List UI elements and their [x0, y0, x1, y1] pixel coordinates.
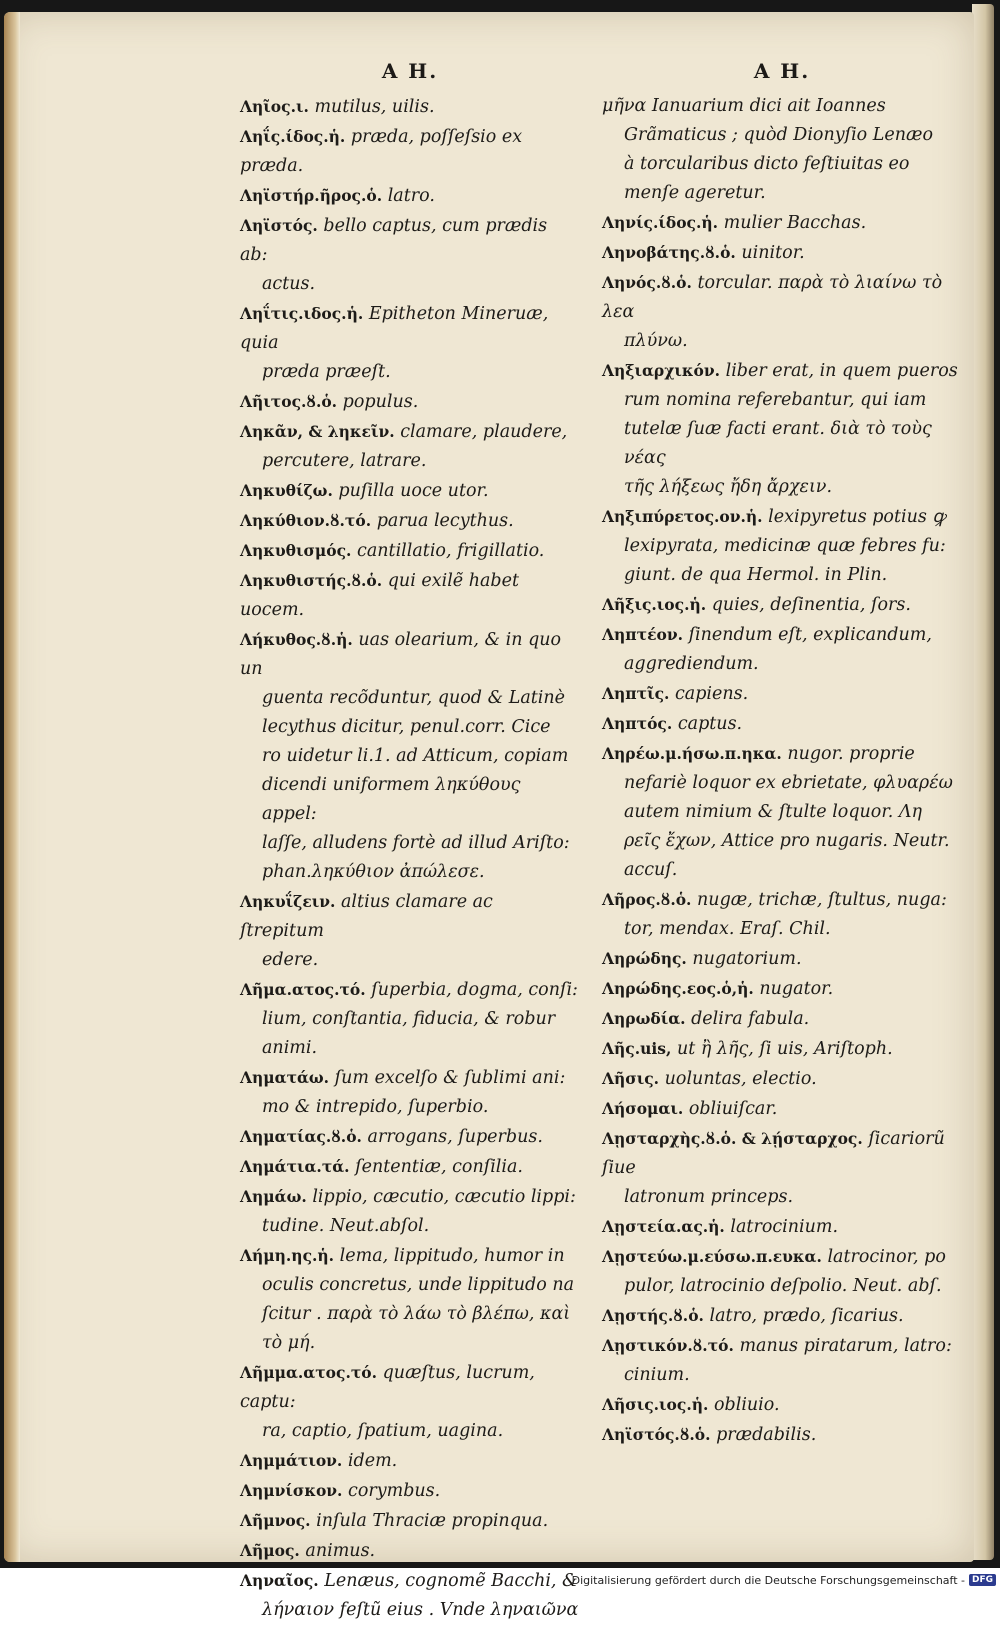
entry-headword: Λῆσις.ιος.ἡ. — [602, 1395, 709, 1414]
entry-definition: mulier Bacchas. — [723, 213, 867, 233]
entry-definition: captus. — [677, 714, 743, 734]
dictionary-entry-line — [240, 1476, 580, 1506]
dictionary-entry-line — [240, 211, 580, 270]
entry-definition: quæſtus, lucrum, captu: — [240, 1363, 535, 1412]
dictionary-entry-line — [240, 1596, 580, 1625]
entry-definition: ra, captio, ſpatium, uagina. — [262, 1421, 504, 1441]
entry-definition: Grãmaticus ; quòd Dionyſio Lenæo — [624, 125, 934, 145]
entry-definition: animi. — [262, 1038, 318, 1058]
entry-definition: tudine. Neut.abſol. — [262, 1216, 430, 1236]
entry-definition: menſe ageretur. — [624, 183, 766, 203]
dictionary-entry-line — [602, 1034, 962, 1064]
dictionary-entry-line — [602, 1183, 962, 1212]
entry-headword: Λῃστεία.ας.ἡ. — [602, 1217, 725, 1236]
dictionary-entry-line — [602, 1094, 962, 1124]
dictionary-entry-line — [602, 1361, 962, 1390]
entry-definition: latro, prædo, ſicarius. — [709, 1306, 904, 1326]
right-entries — [602, 92, 962, 1450]
dictionary-entry-line — [240, 975, 580, 1005]
dictionary-entry-line — [602, 327, 962, 356]
entry-definition: πλύνω. — [624, 331, 688, 351]
dictionary-entry-line — [602, 679, 962, 709]
left-column — [240, 56, 580, 1625]
entry-definition: giunt. de qua Hermol. in Plin. — [624, 565, 888, 585]
entry-headword: Ληπτός. — [602, 714, 673, 733]
entry-definition: actus. — [262, 274, 316, 294]
entry-headword: Ληρώδης.εος.ὁ,ἡ. — [602, 979, 754, 998]
dictionary-entry-line — [240, 1063, 580, 1093]
entry-headword: Ληματίας.ȣ.ὁ. — [240, 1127, 362, 1146]
entry-definition: ρεῖς ἔχων, Attice pro nugaris. Neutr. — [624, 831, 950, 851]
entry-definition: ſinendum eſt, explicandum, — [688, 625, 932, 645]
entry-headword: Λῆμος. — [240, 1541, 300, 1560]
dictionary-entry-line — [240, 358, 580, 387]
dictionary-entry-line — [240, 1122, 580, 1152]
entry-definition: lexipyrata, medicinæ quæ febres fu: — [624, 536, 946, 556]
dictionary-entry-line — [240, 1417, 580, 1446]
dictionary-entry-line — [602, 739, 962, 769]
entry-headword: Λῃστής.ȣ.ὁ. — [602, 1306, 704, 1325]
dictionary-entry-line — [602, 1420, 962, 1450]
entry-definition: nugator. — [759, 979, 834, 999]
entry-headword: Ληξιαρχικόν. — [602, 361, 721, 380]
dictionary-entry-line — [602, 1390, 962, 1420]
dictionary-entry-line — [602, 1331, 962, 1361]
dictionary-entry-line — [602, 650, 962, 679]
dictionary-entry-line — [240, 887, 580, 946]
dictionary-entry-line — [240, 1212, 580, 1241]
entry-definition: aggrediendum. — [624, 654, 759, 674]
entry-definition: ut ἢ λῆς, ſi uis, Ariſtoph. — [677, 1039, 893, 1059]
dictionary-entry-line — [602, 561, 962, 590]
entry-headword: Λῆς.uis, — [602, 1039, 672, 1058]
dictionary-entry-line — [602, 386, 962, 415]
dictionary-entry-line — [602, 1242, 962, 1272]
entry-definition: uas olearium, & in quo un — [240, 630, 562, 679]
entry-headword: Ληκύθιον.ȣ.τό. — [240, 511, 372, 530]
dictionary-entry-line — [602, 1212, 962, 1242]
entry-definition: autem nimium & ſtulte loquor. Λη — [624, 802, 923, 822]
dfg-logo: DFG — [969, 1574, 996, 1586]
entry-definition: populus. — [342, 392, 419, 412]
dictionary-entry-line — [602, 856, 962, 885]
entry-definition: manus piratarum, latro: — [739, 1336, 952, 1356]
entry-headword: Ληναῖος. — [240, 1571, 319, 1590]
dictionary-entry-line — [240, 858, 580, 887]
entry-headword: Λῃσταρχὴς.ȣ.ὁ. & λῄσταρχος. — [602, 1129, 863, 1148]
entry-definition: pulor, latrocinio deſpolio. Neut. abſ. — [624, 1276, 942, 1296]
dictionary-entry-line — [602, 620, 962, 650]
entry-headword: Ληνός.ȣ.ὁ. — [602, 273, 692, 292]
entry-definition: latrocinium. — [730, 1217, 839, 1237]
dictionary-entry-line — [240, 1034, 580, 1063]
entry-definition: rum nomina referebantur, qui iam — [624, 390, 927, 410]
dictionary-entry-line — [240, 1005, 580, 1034]
dictionary-entry-line — [240, 946, 580, 975]
dictionary-entry-line — [602, 769, 962, 798]
dictionary-entry-line — [602, 356, 962, 386]
entry-headword: Λήσομαι. — [602, 1099, 684, 1118]
entry-definition: bello captus, cum prædis ab: — [240, 216, 548, 265]
entry-definition: ſcitur . παρὰ τὸ λάω τὸ βλέπω, καὶ τὸ μή. — [262, 1304, 571, 1353]
entry-definition: dicendi uniformem ληκύθους appel: — [262, 775, 521, 824]
entry-definition: τῆς λήξεως ἤδη ἄρχειν. — [624, 477, 833, 497]
dictionary-entry-line — [602, 1124, 962, 1183]
entry-headword: Ληρέω.μ.ήσω.π.ηκα. — [602, 744, 782, 763]
entry-definition: lium, conſtantia, fiducia, & robur — [262, 1009, 556, 1029]
entry-definition: Epitheton Mineruæ, quia — [240, 304, 549, 353]
entry-definition: torcular. παρὰ τὸ λιαίνω τὸ λεα — [602, 273, 943, 322]
entry-definition: nugatorium. — [692, 949, 802, 969]
entry-definition: latrocinor, po — [827, 1247, 946, 1267]
dictionary-entry-line — [240, 299, 580, 358]
entry-definition: tutelæ ſuæ facti erant. διὰ τὸ τοὺς νέας — [624, 419, 932, 468]
entry-definition: lema, lippitudo, humor in — [339, 1246, 565, 1266]
dictionary-entry-line — [240, 829, 580, 858]
entry-definition: prædabilis. — [716, 1425, 817, 1445]
entry-headword: Ληκυθιστής.ȣ.ὁ. — [240, 571, 383, 590]
entry-definition: λήναιον feſtũ eius . Vnde ληναιῶνα — [262, 1600, 579, 1620]
dictionary-entry-line — [240, 536, 580, 566]
entry-definition: ſuperbia, dogma, conſi: — [371, 980, 578, 1000]
entry-definition: uoluntas, electio. — [664, 1069, 817, 1089]
dictionary-entry-line — [240, 1300, 580, 1358]
dictionary-entry-line — [602, 121, 962, 150]
entry-headword: Ληκυθισμός. — [240, 541, 352, 560]
dictionary-entry-line — [240, 684, 580, 713]
entry-definition: lecythus dicitur, penul.corr. Cice — [262, 717, 551, 737]
dictionary-entry-line — [240, 625, 580, 684]
entry-definition: cantillatio, frigillatio. — [357, 541, 545, 561]
dictionary-entry-line — [602, 974, 962, 1004]
entry-headword: Ληπτῖς. — [602, 684, 670, 703]
dictionary-entry-line — [602, 944, 962, 974]
entry-headword: Ληῖος.ι. — [240, 97, 309, 116]
entry-headword: Λήκυθος.ȣ.ἡ. — [240, 630, 353, 649]
entry-headword: Ληξιπύρετος.ον.ἡ. — [602, 507, 763, 526]
entry-definition: mo & intrepido, ſuperbio. — [262, 1097, 489, 1117]
dictionary-entry-line — [240, 417, 580, 447]
entry-headword: Λημάω. — [240, 1187, 307, 1206]
left-entries — [240, 92, 580, 1625]
entry-definition: phan.ληκύθιον ἀπώλεσε. — [262, 862, 485, 882]
dictionary-entry-line — [602, 238, 962, 268]
entry-headword: Ληΐς.ίδος.ἡ. — [240, 127, 346, 146]
dictionary-entry-line — [240, 1358, 580, 1417]
entry-definition: tor, mendax. Eraſ. Chil. — [624, 919, 831, 939]
entry-headword: Ληϊστός. — [240, 216, 318, 235]
entry-definition: clamare, plaudere, — [400, 422, 568, 442]
footer-text: Digitalisierung gefördert durch die Deutsche Forschungsgemeinschaft - — [571, 1573, 965, 1587]
entry-definition: liber erat, in quem pueros — [725, 361, 958, 381]
dictionary-entry-line — [602, 268, 962, 327]
dictionary-entry-line — [602, 1064, 962, 1094]
dictionary-entry-line — [602, 92, 962, 121]
entry-headword: Λῆξις.ιος.ἡ. — [602, 595, 707, 614]
dictionary-entry-line — [602, 1004, 962, 1034]
entry-headword: Λῆιτος.ȣ.ὁ. — [240, 392, 338, 411]
dictionary-entry-line — [602, 532, 962, 561]
dictionary-entry-line — [240, 1536, 580, 1566]
dictionary-entry-line — [602, 915, 962, 944]
entry-definition: inſula Thraciæ propinqua. — [316, 1511, 549, 1531]
dictionary-entry-line — [240, 1182, 580, 1212]
entry-definition: ſententiæ, conſilia. — [355, 1157, 523, 1177]
entry-headword: Ληϊστός.ȣ.ὁ. — [602, 1425, 711, 1444]
dictionary-entry-line — [240, 1446, 580, 1476]
entry-definition: lexipyretus potius ꝙ — [768, 507, 946, 527]
dictionary-entry-line — [602, 502, 962, 532]
entry-definition: lippio, cæcutio, cæcutio lippi: — [312, 1187, 576, 1207]
entry-definition: laſſe, alludens fortè ad illud Ariſto: — [262, 833, 570, 853]
entry-definition: oculis concretus, unde lippitudo na — [262, 1275, 575, 1295]
entry-definition: à torcularibus dicto feſtiuitas eo — [624, 154, 910, 174]
dictionary-entry-line — [240, 476, 580, 506]
dictionary-entry-line — [602, 150, 962, 179]
dictionary-entry-line — [240, 387, 580, 417]
entry-definition: delira fabula. — [691, 1009, 810, 1029]
entry-headword: Ληρωδία. — [602, 1009, 686, 1028]
entry-headword: Λῃστεύω.μ.εύσω.π.ευκα. — [602, 1247, 822, 1266]
entry-headword: Λῆμμα.ατος.τό. — [240, 1363, 378, 1382]
dictionary-entry-line — [240, 713, 580, 742]
entry-headword: Λῃστικόν.ȣ.τό. — [602, 1336, 734, 1355]
dictionary-entry-line — [240, 1152, 580, 1182]
right-column — [602, 56, 962, 1450]
entry-headword: Ληματάω. — [240, 1068, 330, 1087]
dictionary-entry-line — [602, 415, 962, 473]
entry-headword: Ληνίς.ίδος.ἡ. — [602, 213, 719, 232]
entry-definition: mutilus, uilis. — [314, 97, 435, 117]
entry-definition: præda, poſſeſsio ex præda. — [240, 127, 523, 176]
entry-definition: cinium. — [624, 1365, 690, 1385]
entry-definition: obliuiſcar. — [688, 1099, 778, 1119]
entry-definition: ro uidetur li.1. ad Atticum, copiam — [262, 746, 569, 766]
entry-definition: animus. — [305, 1541, 376, 1561]
entry-definition: parua lecythus. — [376, 511, 514, 531]
dictionary-entry-line — [240, 1271, 580, 1300]
entry-definition: præda præeſt. — [262, 362, 391, 382]
entry-headword: Λήμη.ης.ἡ. — [240, 1246, 335, 1265]
entry-definition: nefariè loquor ex ebrietate, φλυαρέω — [624, 773, 953, 793]
entry-definition: arrogans, ſuperbus. — [367, 1127, 543, 1147]
dictionary-entry-line — [602, 208, 962, 238]
entry-definition: uinitor. — [741, 243, 805, 263]
dictionary-entry-line — [602, 590, 962, 620]
dictionary-entry-line — [602, 473, 962, 502]
dictionary-entry-line — [240, 447, 580, 476]
dictionary-entry-line — [602, 827, 962, 856]
dictionary-entry-line — [240, 1506, 580, 1536]
entry-definition: nugæ, trichæ, ſtultus, nuga: — [697, 890, 947, 910]
entry-definition: altius clamare ac ſtrepitum — [240, 892, 493, 941]
dictionary-entry-line — [240, 1241, 580, 1271]
dictionary-entry-line — [240, 122, 580, 181]
entry-definition: μῆνα Ianuarium dici ait Ioannes — [602, 96, 886, 116]
dictionary-entry-line — [240, 181, 580, 211]
entry-headword: Λημνίσκον. — [240, 1481, 343, 1500]
dictionary-entry-line — [602, 1301, 962, 1331]
entry-headword: Λῆσις. — [602, 1069, 660, 1088]
dictionary-entry-line — [240, 92, 580, 122]
entry-definition: latronum princeps. — [624, 1187, 794, 1207]
entry-headword: Λῆρος.ȣ.ὁ. — [602, 890, 692, 909]
dictionary-entry-line — [240, 566, 580, 625]
entry-headword: Ληρώδης. — [602, 949, 687, 968]
entry-definition: capiens. — [674, 684, 749, 704]
entry-headword: Ληΐτις.ιδος.ἡ. — [240, 304, 364, 323]
entry-definition: obliuio. — [713, 1395, 780, 1415]
entry-definition: qui exilẽ habet uocem. — [240, 571, 520, 620]
entry-headword: Ληκυθίζω. — [240, 481, 333, 500]
entry-headword: Ληϊστήρ.ῆρος.ὁ. — [240, 186, 383, 205]
page-fore-edge — [972, 4, 994, 1560]
dictionary-entry-line — [602, 885, 962, 915]
entry-headword: Λῆμα.ατος.τό. — [240, 980, 366, 999]
entry-definition: edere. — [262, 950, 319, 970]
entry-definition: quies, deſinentia, ſors. — [711, 595, 911, 615]
entry-headword: Λημάτια.τά. — [240, 1157, 350, 1176]
entry-definition: ſum excelſo & ſublimi ani: — [334, 1068, 566, 1088]
entry-definition: latro. — [387, 186, 435, 206]
entry-definition: corymbus. — [348, 1481, 441, 1501]
dictionary-entry-line — [602, 798, 962, 827]
entry-definition: puſilla uoce utor. — [338, 481, 489, 501]
entry-headword: Ληπτέον. — [602, 625, 683, 644]
left-running-head: A H. — [381, 59, 439, 83]
dictionary-entry-line — [240, 270, 580, 299]
entry-headword: Ληκᾶν, & ληκεῖν. — [240, 422, 395, 441]
dictionary-entry-line — [602, 709, 962, 739]
entry-definition: idem. — [347, 1451, 398, 1471]
page-gutter — [4, 12, 20, 1562]
entry-definition: percutere, latrare. — [262, 451, 427, 471]
entry-definition: ſicariorũ ſiue — [602, 1129, 945, 1178]
entry-definition: accuſ. — [624, 860, 678, 880]
entry-definition: Lenæus, cognomẽ Bacchi, & — [324, 1571, 578, 1591]
entry-headword: Ληκυΐζειν. — [240, 892, 336, 911]
dictionary-entry-line — [240, 742, 580, 771]
dictionary-entry-line — [602, 179, 962, 208]
dictionary-entry-line — [240, 1093, 580, 1122]
entry-headword: Ληνοβάτης.ȣ.ὁ. — [602, 243, 736, 262]
dictionary-entry-line — [240, 771, 580, 829]
entry-definition: nugor. proprie — [787, 744, 915, 764]
entry-headword: Λῆμνος. — [240, 1511, 311, 1530]
entry-definition: guenta recõduntur, quod & Latinè — [262, 688, 566, 708]
dictionary-entry-line — [602, 1272, 962, 1301]
dfg-footer — [572, 1572, 996, 1588]
right-running-head: A H. — [753, 59, 811, 83]
dictionary-entry-line — [240, 506, 580, 536]
entry-headword: Λημμάτιον. — [240, 1451, 343, 1470]
